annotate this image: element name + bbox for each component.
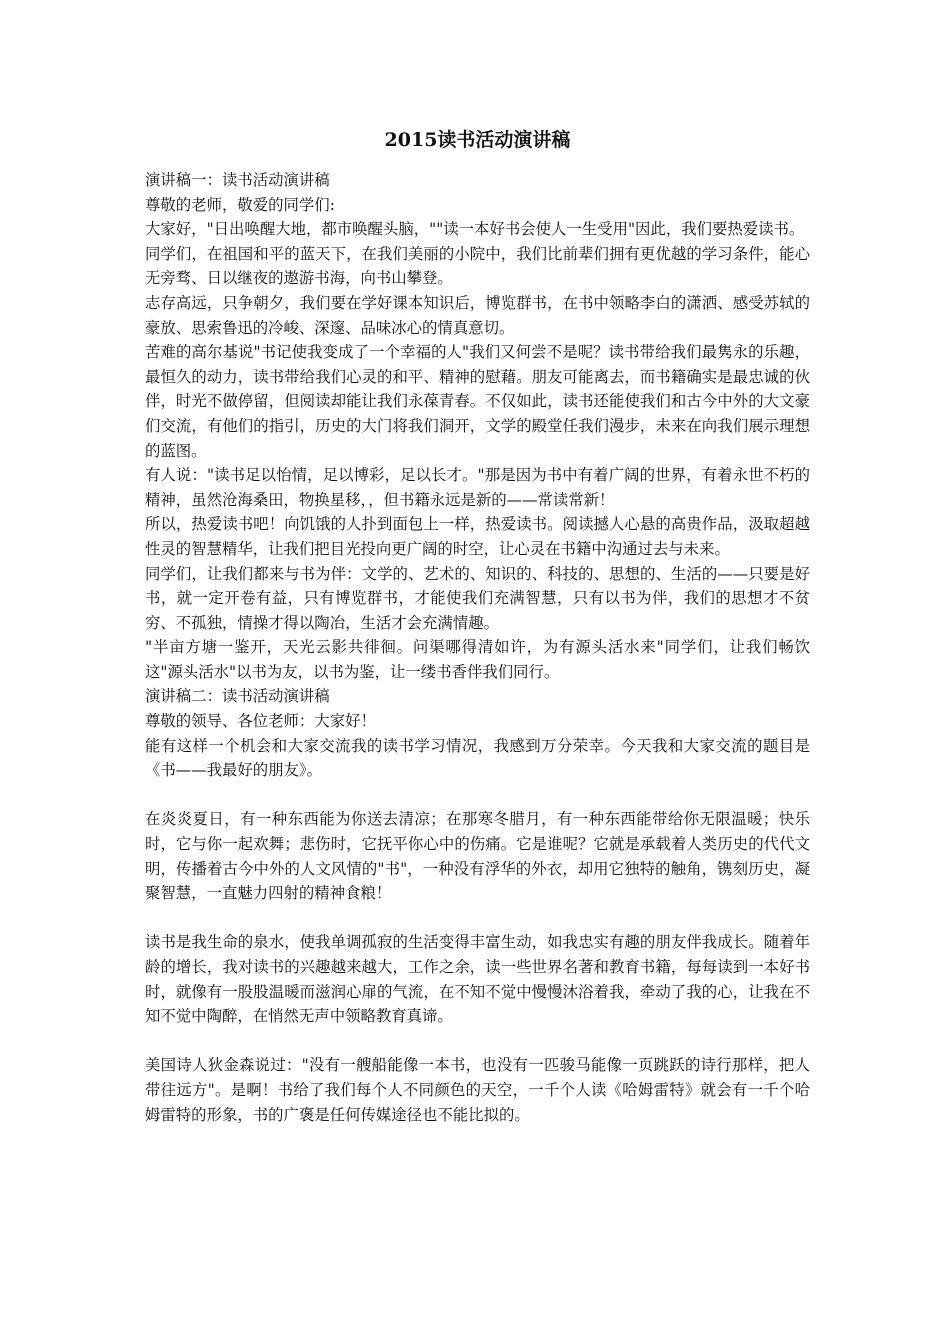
paragraph: 能有这样一个机会和大家交流我的读书学习情况，我感到万分荣幸。今天我和大家交流的题目是《书——我最好的朋友》。 xyxy=(145,736,810,780)
paragraph: 志存高远，只争朝夕，我们要在学好课本知识后，博览群书，在书中领略李白的潇洒、感受苏轼的豪放、思索鲁迅的冷峻、深邃、品味冰心的情真意切。 xyxy=(145,293,810,337)
paragraph: 所以，热爱读书吧！向饥饿的人扑到面包上一样，热爱读书。阅读撼人心悬的高贵作品，汲取超越性灵的智慧精华，让我们把目光投向更广阔的时空，让心灵在书籍中沟通过去与未来。 xyxy=(145,515,810,558)
paragraph: 在炎炎夏日，有一种东西能为你送去清凉；在那寒冬腊月，有一种东西能带给你无限温暖；快乐时，它与你一起欢舞；悲伤时，它抚平你心中的伤痛。它是谁呢？它就是承载着人类历史的代代文明，传播着古今中外的人文风情的"书"，一种没有浮华的外衣，却用它独特的触角，镌刻历史，凝聚智慧，一直魅力四射的精神食粮！ xyxy=(145,810,810,903)
paragraph: 美国诗人狄金森说过："没有一艘船能像一本书，也没有一匹骏马能像一页跳跃的诗行那样，把人带往远方"。是啊！书给了我们每个人不同颜色的天空，一千个人读《哈姆雷特》就会有一千个哈姆雷特的形象，书的广褒是任何传媒途径也不能比拟的。 xyxy=(145,1056,810,1124)
paragraph: 尊敬的老师，敬爱的同学们: xyxy=(145,195,335,214)
paragraph: "半亩方塘一鉴开，天光云影共徘徊。问渠哪得清如许，为有源头活水来"同学们，让我们畅饮这"源头活水"以书为友，以书为鉴，让一缕书香伴我们同行。 xyxy=(145,638,810,681)
document-title: 2015读书活动演讲稿 xyxy=(384,129,571,151)
document-body xyxy=(145,168,810,1127)
paragraph: 同学们，在祖国和平的蓝天下，在我们美丽的小院中，我们比前辈们拥有更优越的学习条件，能心无旁骛、日以继夜的遨游书海，向书山攀登。 xyxy=(145,244,810,288)
paragraph: 同学们，让我们都来与书为伴：文学的、艺术的、知识的、科技的、思想的、生活的——只要是好书，就一定开卷有益，只有博览群书，才能使我们充满智慧，只有以书为伴，我们的思想才不贫穷、不孤独，情操才得以陶冶，生活才会充满情趣。 xyxy=(145,564,810,632)
paragraph: 尊敬的领导、各位老师：大家好！ xyxy=(145,712,376,731)
document-page xyxy=(145,122,810,1127)
paragraph: 苦难的高尔基说"书记使我变成了一个幸福的人"我们又何尝不是呢？读书带给我们最隽永的乐趣，最恒久的动力，读书带给我们心灵的和平、精神的慰藉。朋友可能离去，而书籍确实是最忠诚的伙伴，时光不做停留，但阅读却能让我们永葆青春。不仅如此，读书还能使我们和古今中外的大文豪们交流，有他们的指引，历史的大门将我们洞开，文学的殿堂任我们漫步，未来在向我们展示理想的蓝图。 xyxy=(145,343,810,460)
paragraph: 演讲稿一：读书活动演讲稿 xyxy=(145,171,330,189)
paragraph: 有人说："读书足以怡情，足以博彩，足以长才。"那是因为书中有着广阔的世界，有着永世不朽的精神，虽然沧海桑田，物换星移，，但书籍永远是新的——常读常新！ xyxy=(145,466,810,509)
paragraph: 读书是我生命的泉水，使我单调孤寂的生活变得丰富生动，如我忠实有趣的朋友伴我成长。随着年龄的增长，我对读书的兴趣越来越大，工作之余，读一些世界名著和教育书籍，每每读到一本好书时，就像有一股股温暖而滋润心扉的气流，在不知不觉中慢慢沐浴着我，牵动了我的心，让我在不知不觉中陶醉，在悄然无声中领略教育真谛。 xyxy=(145,933,810,1026)
paragraph: 大家好，"日出唤醒大地，都市唤醒头脑，""读一本好书会使人一生受用"因此，我们要热爱读书。 xyxy=(145,220,805,239)
paragraph: 演讲稿二：读书活动演讲稿 xyxy=(145,687,330,706)
